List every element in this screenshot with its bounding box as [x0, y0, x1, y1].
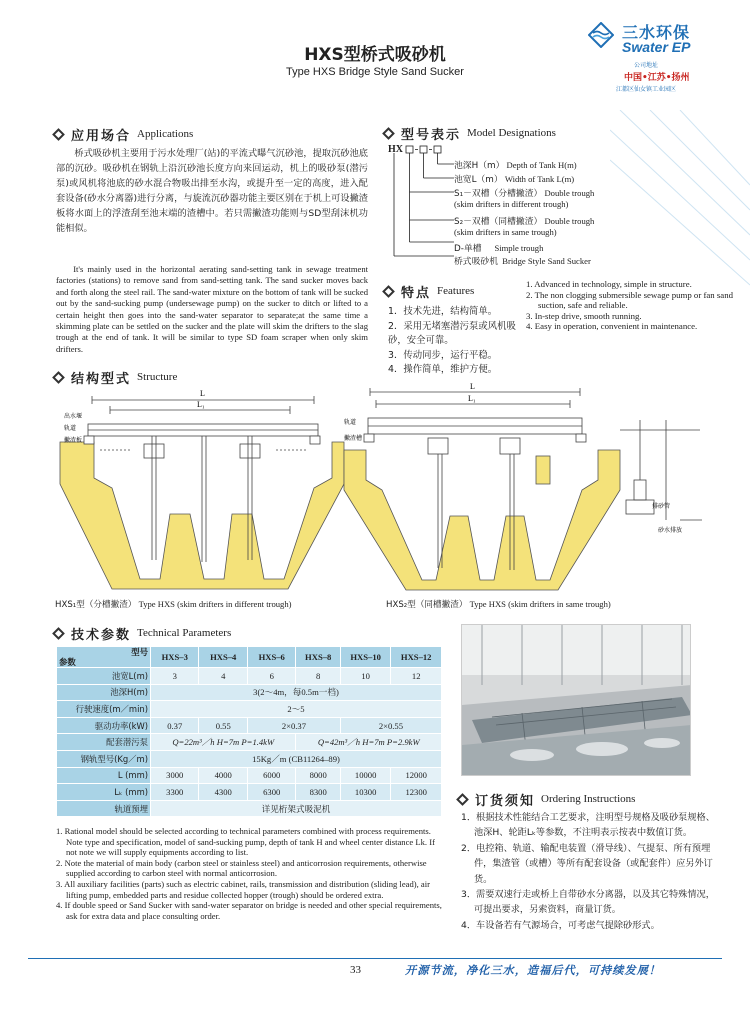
logo-name-cn: 三水环保: [622, 23, 691, 42]
section-bullet-icon: [382, 285, 395, 298]
list-item: 4．车设备若有气源场合，可考虑气提除砂形式。: [461, 919, 660, 931]
section-bullet-icon: [52, 371, 65, 384]
model-heading: 型号表示 Model Designations: [382, 124, 556, 142]
table-row: 行驶速度(m／min) 2～5: [57, 701, 442, 718]
logo-location: 中国•江苏•扬州: [624, 73, 690, 83]
list-item: 3．需要双速行走或桥上自带砂水分离器，以及其它特殊情况，可提出要求，另索资料，商量订货。: [461, 889, 715, 916]
list-item: 1．技术先进，结构简单。: [388, 306, 498, 317]
list-item: 2．采用无堵塞潜污泵或风机吸砂，安全可靠。: [388, 320, 516, 347]
model-row: 池宽L（m） Width of Tank L(m): [454, 174, 575, 185]
list-item: 1．根据技术性能结合工艺要求，注明型号规格及吸砂泵规格、池深H、轮距Lₖ等参数，不注明表示按表中数值订货。: [461, 812, 715, 839]
list-item: 3. In-step drive, smooth running.: [526, 310, 642, 321]
table-row: L (mm) 3000 4000 6000 8000 10000 12000: [57, 767, 442, 784]
label-rail: 轨道: [344, 419, 357, 426]
logo-zone: 江都区仙女镇工业园区: [616, 86, 677, 93]
ordering-heading: 订货须知 Ordering Instructions: [456, 790, 635, 808]
page-subtitle: Type HXS Bridge Style Sand Sucker: [286, 66, 464, 78]
footer-slogan: 开源节流，净化三水，造福后代，可持续发展！: [405, 964, 661, 977]
dim-label-L: L: [200, 389, 205, 398]
model-row: (skim drifters in different trough): [454, 199, 569, 209]
table-row: 钢轨型号(Kg／m) 15Kg／m (CB11264–89): [57, 750, 442, 767]
list-item: 4. If double speed or Sand Sucker with sand-water separator on bridge is needed and other special requirements, ask for extra data and place consulting order.: [56, 900, 442, 921]
applications-heading: 应用场合 Applications: [52, 125, 193, 143]
model-code: HX: [388, 144, 403, 155]
table-row: Lₖ (mm) 3300 4300 6300 8300 10300 12300: [57, 784, 442, 801]
label-weir: 出水堰: [64, 413, 83, 420]
logo-name-en: Swater EP: [622, 39, 691, 55]
section-bullet-icon: [456, 793, 469, 806]
label-pipe: 排砂管: [652, 503, 671, 510]
logo-address-label: 公司地址: [634, 62, 659, 69]
features-list-cn: [388, 305, 518, 378]
caption-hxs1: HXS₁型（分槽撇渣） Type HXS (skim drifters in different trough): [55, 599, 292, 610]
tech-heading: 技术参数 Technical Parameters: [52, 624, 231, 642]
dim-label-L: L: [470, 382, 475, 391]
structure-heading: 结构型式 Structure: [52, 368, 177, 386]
table-row: 型号 参数 HXS–3 HXS–4 HXS–6 HXS–8 HXS–10 HXS–12: [57, 647, 442, 668]
table-row: 池深H(m) 3(2～4m，每0.5m一档): [57, 684, 442, 701]
section-bullet-icon: [52, 627, 65, 640]
page-number: 33: [350, 964, 361, 976]
list-item: 3．传动同步，运行平稳。: [388, 349, 498, 361]
model-row: S₁－双槽（分槽撇渣） Double trough: [454, 188, 595, 199]
section-bullet-icon: [52, 128, 65, 141]
table-row: 驱动功率(kW) 0.37 0.55 2×0.37 2×0.55: [57, 717, 442, 734]
list-item: 4. Easy in operation, convenient in maintenance.: [526, 321, 698, 332]
caption-hxs2: HXS₂型（同槽撇渣） Type HXS (skim drifters in same trough): [386, 599, 611, 610]
model-row: 桥式吸砂机 Bridge Style Sand Sucker: [454, 256, 591, 267]
model-row: D-单槽 Simple trough: [454, 243, 544, 254]
table-row: 轨道预埋 详见桁架式吸泥机: [57, 800, 442, 817]
label-plate: 撇渣板: [64, 437, 83, 444]
logo-mark-icon: [588, 22, 614, 48]
label-trough: 撇渣槽: [344, 435, 363, 442]
model-bracket-diagram: [388, 142, 458, 272]
features-list-en: [526, 279, 736, 332]
dim-label-L1: L₁: [197, 400, 205, 409]
table-row: 池宽L(m) 3 4 6 8 10 12: [57, 668, 442, 685]
model-designation: [388, 142, 648, 272]
list-item: 2．电控箱、轨道、输配电装置（滑导线）、气提泵、所有预埋件，集渣管（或槽）等所有配套设备（或配套件）应另外订货。: [461, 842, 713, 885]
model-row: (skim drifters in same trough): [454, 227, 557, 237]
list-item: 3. All auxiliary facilities (parts) such as electric cabinet, rails, transmission and distribution (sliding lead), air lifting pump, embedded parts and residue collected hopper (trough) should be ordered extra.: [56, 878, 430, 900]
section-bullet-icon: [382, 127, 395, 140]
footer-divider: [28, 958, 722, 959]
list-item: 4．操作简单，维护方便。: [388, 364, 498, 376]
equipment-photo: [461, 624, 691, 776]
list-item: 1. Advanced in technology, simple in structure.: [526, 279, 692, 289]
company-logo: [588, 18, 738, 100]
table-corner-cell: 型号 参数: [57, 647, 151, 668]
structure-diagram-hxs1: [52, 384, 352, 594]
label-rail: 轨道: [64, 425, 77, 432]
ordering-list: [461, 810, 719, 933]
model-row: S₂－双槽（同槽撇渣） Double trough: [454, 216, 595, 227]
dim-label-L1: L₁: [468, 394, 476, 403]
list-item: 2. The non clogging submersible sewage pump or fan sand suction, safe and reliable.: [526, 289, 734, 311]
features-heading: 特点 Features: [382, 282, 474, 300]
notes-list: [56, 826, 444, 921]
page-title: HXS型桥式吸砂机: [304, 45, 446, 65]
table-row: 配套潜污泵 Q=22m³／h H=7m P=1.4kW Q=42m³／h H=7m P=2.9kW: [57, 734, 442, 751]
structure-diagram-hxs2: [340, 380, 710, 592]
model-row: 池深H（m） Depth of Tank H(m): [454, 160, 577, 171]
applications-text-cn: 桥式吸砂机主要用于污水处理厂(站)的平流式曝气沉砂池，提取沉砂池底部的沉砂。吸砂机在钢轨上沿沉砂池长度方向来回运动，机上的吸砂泵(潜污泵)或风机将池底的砂水混合物吸出排至水沟，或提升至一定的高度，进入配套设备(砂水分离器)进行分离，与旋流沉砂器功能主要区别在于机上可设撇渣板将水面上的浮渣刮至池末端的渣槽中。若只需撇渣功能则与SD型刮沫机功能相似。: [56, 148, 368, 234]
label-drain: 砂水排放: [658, 527, 683, 534]
list-item: 1. Rational model should be selected according to technical parameters combined with process requirements. Note type and specification, model of sand-sucking pump, depth of tank H and wheel center distance Lk. If not note we will supply equipments according to list.: [56, 826, 435, 858]
tech-parameters-table: [56, 646, 442, 817]
list-item: 2. Note the material of main body (carbon steel or stainless steel) and anticorrosion requirements, otherwise supplied according to carbon steel with normal anticorrosion.: [56, 857, 427, 879]
applications-text-en: It's mainly used in the horizontal aerating sand-setting tank in sewage treatment factories (stations) to remove sand from sand-setting tank. The sand sucker moves back and forth along the steel rail. The sand-water mixture on the bottom of tank will be sucked out by the sand-sucking pump (undersewage pump) on the sucker to ditch or lifted to a certain height then goes into the sand-water separator to separate;at the same time a skimming plate can be settled on the sucker and the plate will skim the drifters to the slag trough at the end of tank. It will be similar to type SD foam scraper when only skim drifters.: [56, 264, 368, 354]
